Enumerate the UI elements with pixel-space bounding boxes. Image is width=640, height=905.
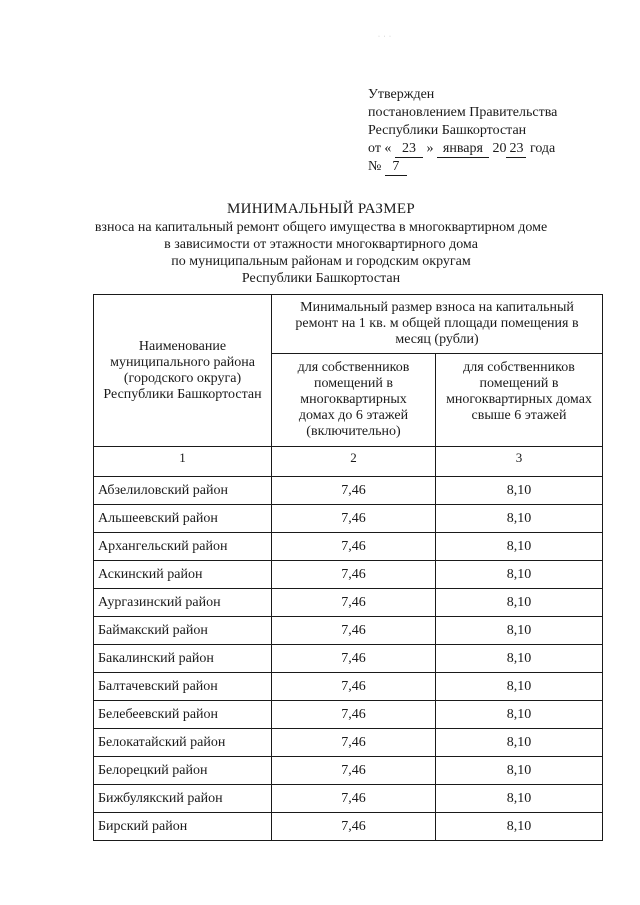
date-mid: » [426, 141, 434, 156]
table-row [94, 505, 603, 533]
rate-over-6-floors: 8,10 [436, 533, 603, 561]
table-header-row-1 [94, 295, 603, 354]
title-line-2: в зависимости от этажности многоквартирного дома [164, 237, 478, 252]
municipality-name: Аскинский район [94, 561, 272, 589]
municipality-name: Белокатайский район [94, 729, 272, 757]
header-over-6-floors [436, 354, 603, 447]
header-up-to-6-floors [272, 354, 436, 447]
date-suffix: года [529, 141, 556, 156]
rate-up-to-6-floors: 7,46 [272, 701, 436, 729]
municipality-name: Абзелиловский район [94, 477, 272, 505]
rate-up-to-6-floors: 7,46 [272, 813, 436, 841]
column-number: 2 [272, 447, 436, 477]
rate-up-to-6-floors: 7,46 [272, 785, 436, 813]
municipality-name: Балтачевский район [94, 673, 272, 701]
approval-stamp [368, 86, 557, 176]
rate-over-6-floors: 8,10 [436, 505, 603, 533]
table-row [94, 561, 603, 589]
rate-over-6-floors: 8,10 [436, 729, 603, 757]
rate-over-6-floors: 8,10 [436, 561, 603, 589]
approval-number-line [368, 158, 557, 176]
title-heading: МИНИМАЛЬНЫЙ РАЗМЕР [227, 201, 415, 217]
municipality-name: Бижбулякский район [94, 785, 272, 813]
rate-over-6-floors: 8,10 [436, 813, 603, 841]
document-title [80, 201, 562, 287]
municipality-name: Бирский район [94, 813, 272, 841]
number-prefix: № [368, 159, 382, 174]
column-number: 3 [436, 447, 603, 477]
header-municipality-text: Наименование муниципального района (городского округа) Республики Башкортостан [103, 338, 262, 402]
municipality-name: Архангельский район [94, 533, 272, 561]
municipality-name: Альшеевский район [94, 505, 272, 533]
rate-up-to-6-floors: 7,46 [272, 505, 436, 533]
rate-over-6-floors: 8,10 [436, 477, 603, 505]
rate-up-to-6-floors: 7,46 [272, 729, 436, 757]
rate-up-to-6-floors: 7,46 [272, 477, 436, 505]
municipality-name: Белебеевский район [94, 701, 272, 729]
municipality-name: Белорецкий район [94, 757, 272, 785]
scan-speck: · · · [378, 34, 392, 40]
approval-month: января [437, 141, 489, 158]
header-municipality [94, 295, 272, 447]
table-row [94, 757, 603, 785]
approval-line-2: постановлением Правительства [368, 105, 558, 120]
rate-over-6-floors: 8,10 [436, 589, 603, 617]
rate-over-6-floors: 8,10 [436, 785, 603, 813]
year-prefix: 20 [492, 141, 507, 156]
table-row [94, 477, 603, 505]
rate-up-to-6-floors: 7,46 [272, 533, 436, 561]
table-row [94, 673, 603, 701]
header-over-6-floors-text: для собственников помещений в многоквартирных домах свыше 6 этажей [446, 360, 592, 423]
rate-up-to-6-floors: 7,46 [272, 757, 436, 785]
column-number-row [94, 447, 603, 477]
rate-over-6-floors: 8,10 [436, 757, 603, 785]
rate-over-6-floors: 8,10 [436, 617, 603, 645]
rate-up-to-6-floors: 7,46 [272, 561, 436, 589]
rate-up-to-6-floors: 7,46 [272, 617, 436, 645]
table-row [94, 813, 603, 841]
table-row [94, 785, 603, 813]
header-min-payment-text: Минимальный размер взноса на капитальный ремонт на 1 кв. м общей площади помещения в месяц (рубли) [295, 300, 579, 347]
rate-up-to-6-floors: 7,46 [272, 673, 436, 701]
approval-number: 7 [385, 159, 407, 176]
rate-over-6-floors: 8,10 [436, 701, 603, 729]
date-prefix: от « [368, 141, 392, 156]
approval-year: 23 [506, 141, 526, 158]
rate-up-to-6-floors: 7,46 [272, 645, 436, 673]
header-min-payment [272, 295, 603, 354]
rate-over-6-floors: 8,10 [436, 645, 603, 673]
approval-date-line [368, 140, 557, 158]
approval-day: 23 [395, 141, 423, 158]
rates-table [93, 294, 603, 841]
municipality-name: Аургазинский район [94, 589, 272, 617]
municipality-name: Бакалинский район [94, 645, 272, 673]
table-row [94, 533, 603, 561]
title-line-1: взноса на капитальный ремонт общего имущества в многоквартирном доме [94, 220, 548, 235]
rate-over-6-floors: 8,10 [436, 673, 603, 701]
table-row [94, 645, 603, 673]
approval-line-1: Утвержден [368, 87, 435, 102]
table-body [94, 477, 603, 841]
title-line-3: по муниципальным районам и городским округам [171, 254, 471, 269]
approval-line-3: Республики Башкортостан [368, 123, 527, 138]
table-row [94, 617, 603, 645]
table-row [94, 729, 603, 757]
municipality-name: Баймакский район [94, 617, 272, 645]
header-up-to-6-floors-text: для собственников помещений в многоквартирных домах до 6 этажей (включительно) [297, 360, 410, 439]
title-line-4: Республики Башкортостан [241, 271, 401, 286]
table-row [94, 589, 603, 617]
column-number: 1 [94, 447, 272, 477]
rate-up-to-6-floors: 7,46 [272, 589, 436, 617]
table-row [94, 701, 603, 729]
